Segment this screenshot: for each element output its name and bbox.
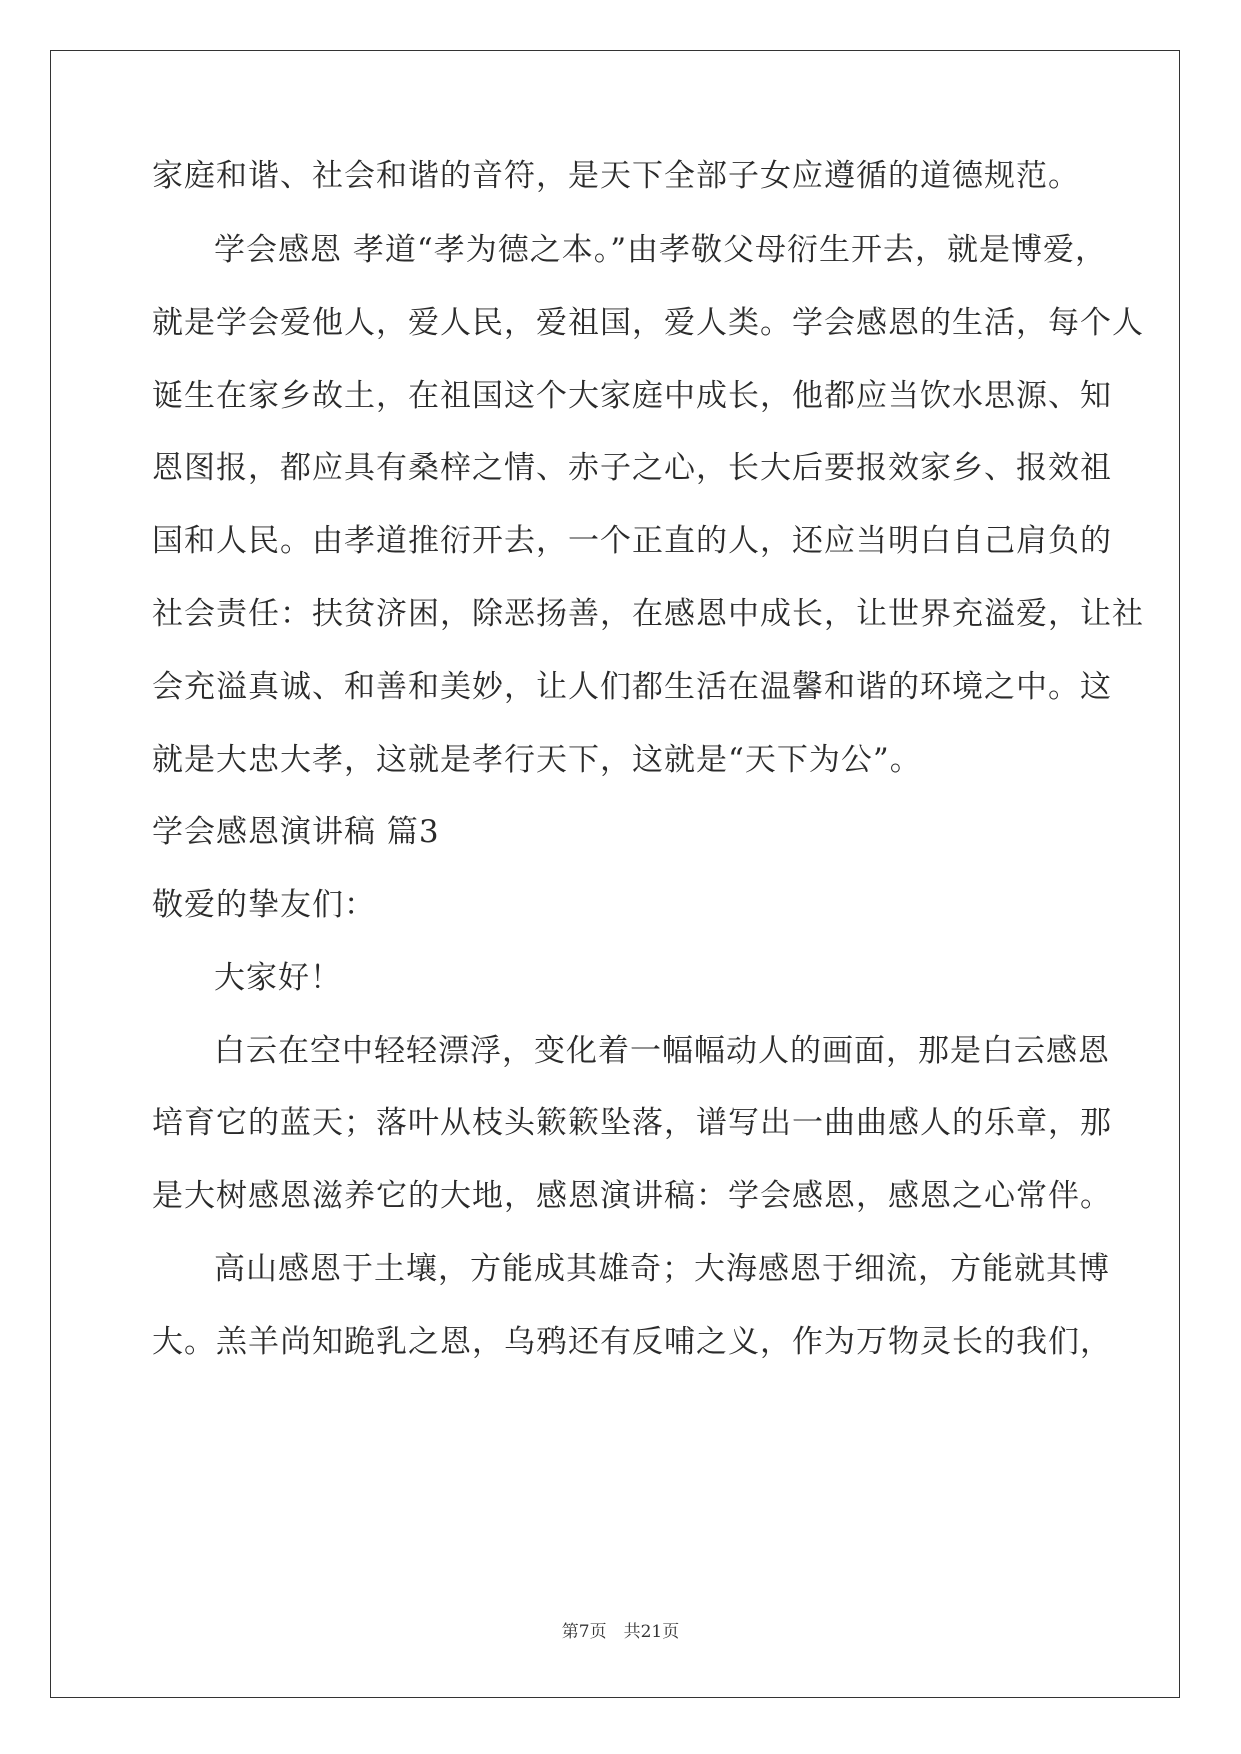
greeting: 大家好！	[214, 960, 342, 996]
text-line: 就是学会爱他人，爱人民，爱祖国，爱人类。学会感恩的生活，每个人	[152, 305, 1144, 341]
section-heading: 学会感恩演讲稿 篇3	[152, 814, 440, 850]
page-border	[50, 50, 1180, 1698]
text-line: 就是大忠大孝，这就是孝行天下，这就是“天下为公”。	[152, 742, 922, 778]
text-line: 白云在空中轻轻漂浮，变化着一幅幅动人的画面，那是白云感恩	[214, 1033, 1110, 1069]
text-line: 家庭和谐、社会和谐的音符，是天下全部子女应遵循的道德规范。	[152, 158, 1080, 194]
text-line: 高山感恩于土壤，方能成其雄奇；大海感恩于细流，方能就其博	[214, 1251, 1110, 1287]
text-line: 培育它的蓝天；落叶从枝头簌簌坠落，谱写出一曲曲感人的乐章，那	[152, 1105, 1112, 1141]
page-number: 第7页 共21页	[561, 1622, 680, 1642]
text-line: 是大树感恩滋养它的大地，感恩演讲稿：学会感恩，感恩之心常伴。	[152, 1178, 1112, 1214]
text-line: 社会责任：扶贫济困，除恶扬善，在感恩中成长，让世界充溢爱，让社	[152, 596, 1144, 632]
text-line: 国和人民。由孝道推衍开去，一个正直的人，还应当明白自己肩负的	[152, 523, 1112, 559]
text-line: 诞生在家乡故土，在祖国这个大家庭中成长，他都应当饮水思源、知	[152, 378, 1112, 414]
salutation: 敬爱的挚友们：	[152, 887, 376, 923]
text-line: 学会感恩 孝道“孝为德之本。”由孝敬父母衍生开去，就是博爱，	[214, 232, 1108, 268]
text-line: 恩图报，都应具有桑梓之情、赤子之心，长大后要报效家乡、报效祖	[152, 450, 1112, 486]
text-line: 会充溢真诚、和善和美妙，让人们都生活在温馨和谐的环境之中。这	[152, 669, 1112, 705]
text-line: 大。羔羊尚知跪乳之恩，乌鸦还有反哺之义，作为万物灵长的我们，	[152, 1324, 1112, 1360]
